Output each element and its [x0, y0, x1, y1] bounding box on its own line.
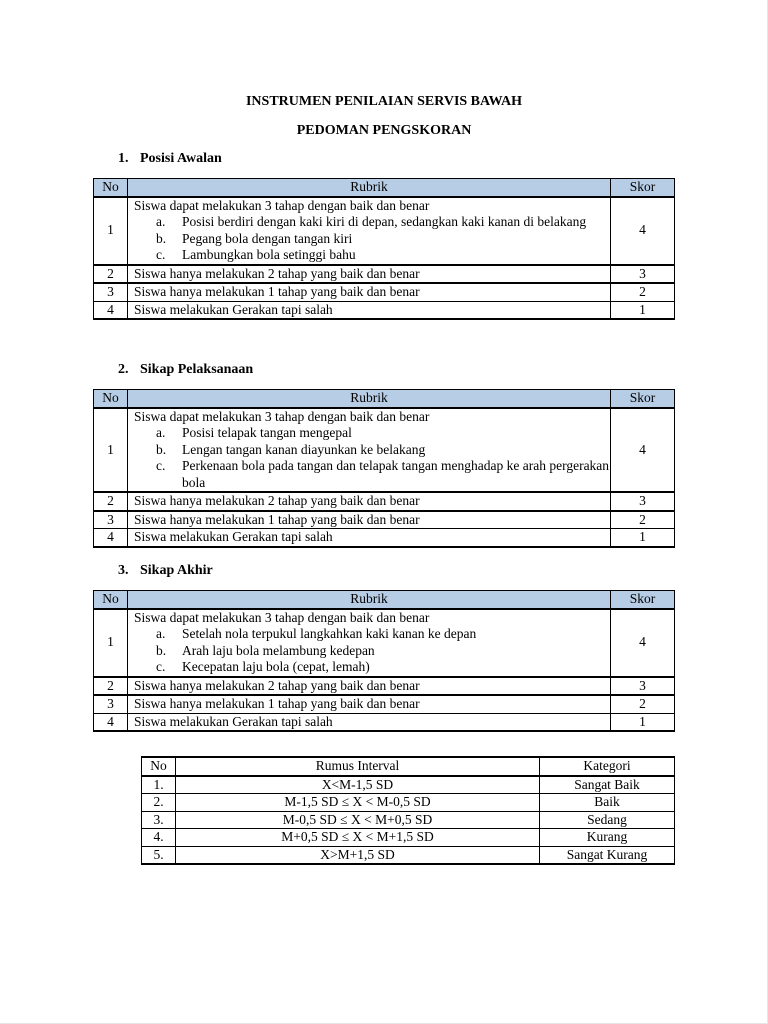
row-no: 2: [94, 492, 128, 511]
rubrik-item: b. Lengan tangan kanan diayunkan ke belakang: [156, 441, 426, 457]
rubrik-item: a. Posisi berdiri dengan kaki kiri di depan, sedangkan kaki kanan di belakang: [156, 214, 587, 229]
section-title: Posisi Awalan: [140, 151, 222, 166]
row-skor: 2: [611, 695, 675, 713]
row-rubrik: Siswa melakukan Gerakan tapi salah: [128, 301, 611, 319]
row-rubrik: Siswa hanya melakukan 2 tahap yang baik dan benar: [128, 677, 611, 696]
row-no: 2: [94, 265, 128, 284]
header-no: No: [142, 757, 176, 776]
table-row: [94, 301, 675, 319]
row-no: 3: [94, 695, 128, 713]
row-rumus: M-1,5 SD ≤ X < M-0,5 SD: [176, 794, 540, 812]
row-rubrik: [128, 408, 611, 493]
rubrik-lead: Siswa dapat melakukan 3 tahap dengan baik dan benar: [134, 609, 430, 625]
row-rubrik: Siswa melakukan Gerakan tapi salah: [128, 529, 611, 547]
row-skor: 3: [611, 265, 675, 284]
header-no: No: [94, 179, 128, 197]
row-rubrik: Siswa hanya melakukan 1 tahap yang baik dan benar: [128, 283, 611, 301]
section-heading-posisi-awalan: [118, 151, 222, 167]
table-row: [142, 829, 675, 847]
row-no: 3: [94, 283, 128, 301]
table-row: [94, 511, 675, 529]
header-skor: Skor: [611, 179, 675, 197]
table-row: [94, 283, 675, 301]
header-no: No: [94, 390, 128, 408]
rubrik-item: c. Perkenaan bola pada tangan dan telapak tangan menghadap ke arah pergerakan bola: [156, 458, 610, 490]
row-kategori: Kurang: [540, 829, 675, 847]
row-no: 4: [94, 529, 128, 547]
kategori-table: [141, 756, 675, 865]
rubrik-item: c. Kecepatan laju bola (cepat, lemah): [156, 659, 370, 674]
section-number: 2.: [118, 362, 129, 377]
table-header-row: [142, 757, 675, 776]
header-rumus: Rumus Interval: [176, 757, 540, 776]
header-rubrik: Rubrik: [128, 390, 611, 408]
table-row: [94, 529, 675, 547]
rubrik-lead: Siswa dapat melakukan 3 tahap dengan baik dan benar: [134, 408, 430, 424]
row-skor: 1: [611, 301, 675, 319]
row-skor: 4: [611, 609, 675, 677]
table-row: [94, 695, 675, 713]
row-rubrik: Siswa hanya melakukan 1 tahap yang baik dan benar: [128, 695, 611, 713]
row-kategori: Baik: [540, 794, 675, 812]
header-no: No: [94, 591, 128, 609]
rubrik-lead: Siswa dapat melakukan 3 tahap dengan baik dan benar: [134, 197, 430, 213]
rubrik-item: b. Pegang bola dengan tangan kiri: [156, 230, 353, 246]
row-rumus: M+0,5 SD ≤ X < M+1,5 SD: [176, 829, 540, 847]
rubrik-item: a. Setelah nola terpukul langkahkan kaki kanan ke depan: [156, 626, 477, 641]
row-no: 4.: [142, 829, 176, 847]
row-rumus: X>M+1,5 SD: [176, 846, 540, 864]
row-no: 4: [94, 713, 128, 731]
row-skor: 3: [611, 492, 675, 511]
row-no: 3.: [142, 811, 176, 829]
header-kategori: Kategori: [540, 757, 675, 776]
rubrik-item: a. Posisi telapak tangan mengepal: [156, 425, 352, 440]
row-no: 1: [94, 408, 128, 493]
section-number: 3.: [118, 563, 129, 578]
section-title: Sikap Akhir: [140, 563, 213, 578]
header-rubrik: Rubrik: [128, 591, 611, 609]
row-no: 1.: [142, 776, 176, 794]
table-row: [142, 811, 675, 829]
row-rubrik: [128, 609, 611, 677]
document-subtitle: PEDOMAN PENGSKORAN: [296, 123, 472, 138]
table-header-row: [94, 390, 675, 408]
row-rumus: M-0,5 SD ≤ X < M+0,5 SD: [176, 811, 540, 829]
row-skor: 2: [611, 511, 675, 529]
table-row: [142, 794, 675, 812]
table-header-row: [94, 591, 675, 609]
row-skor: 3: [611, 677, 675, 696]
section-number: 1.: [118, 151, 129, 166]
row-skor: 2: [611, 283, 675, 301]
table-row: [142, 776, 675, 794]
table-row: [94, 609, 675, 677]
header-skor: Skor: [611, 591, 675, 609]
table-row: [94, 492, 675, 511]
row-rubrik: Siswa hanya melakukan 2 tahap yang baik dan benar: [128, 265, 611, 284]
row-no: 1: [94, 609, 128, 677]
row-skor: 1: [611, 713, 675, 731]
rubrik-item: c. Lambungkan bola setinggi bahu: [156, 247, 356, 262]
rubric-table-sikap-pelaksanaan: [93, 389, 675, 548]
table-row: [94, 408, 675, 493]
row-no: 2.: [142, 794, 176, 812]
table-row: [94, 713, 675, 731]
row-kategori: Sangat Baik: [540, 776, 675, 794]
table-row: [94, 265, 675, 284]
rubric-table-sikap-akhir: [93, 590, 675, 732]
row-no: 4: [94, 301, 128, 319]
row-rubrik: Siswa hanya melakukan 1 tahap yang baik dan benar: [128, 511, 611, 529]
row-rubrik: Siswa hanya melakukan 2 tahap yang baik dan benar: [128, 492, 611, 511]
document-title: INSTRUMEN PENILAIAN SERVIS BAWAH: [245, 94, 523, 109]
row-rubrik: [128, 197, 611, 265]
section-title: Sikap Pelaksanaan: [140, 362, 254, 377]
table-row: [94, 677, 675, 696]
section-heading-sikap-pelaksanaan: [118, 362, 253, 378]
row-rumus: X<M-1,5 SD: [176, 776, 540, 794]
row-kategori: Sangat Kurang: [540, 846, 675, 864]
rubric-table-posisi-awalan: [93, 178, 675, 320]
table-row: [94, 197, 675, 265]
row-kategori: Sedang: [540, 811, 675, 829]
table-row: [142, 846, 675, 864]
rubrik-item: b. Arah laju bola melambung kedepan: [156, 642, 375, 658]
row-skor: 1: [611, 529, 675, 547]
row-no: 3: [94, 511, 128, 529]
row-skor: 4: [611, 408, 675, 493]
section-heading-sikap-akhir: [118, 563, 213, 579]
row-no: 5.: [142, 846, 176, 864]
row-no: 1: [94, 197, 128, 265]
table-header-row: [94, 179, 675, 197]
row-no: 2: [94, 677, 128, 696]
row-skor: 4: [611, 197, 675, 265]
header-rubrik: Rubrik: [128, 179, 611, 197]
header-skor: Skor: [611, 390, 675, 408]
row-rubrik: Siswa melakukan Gerakan tapi salah: [128, 713, 611, 731]
